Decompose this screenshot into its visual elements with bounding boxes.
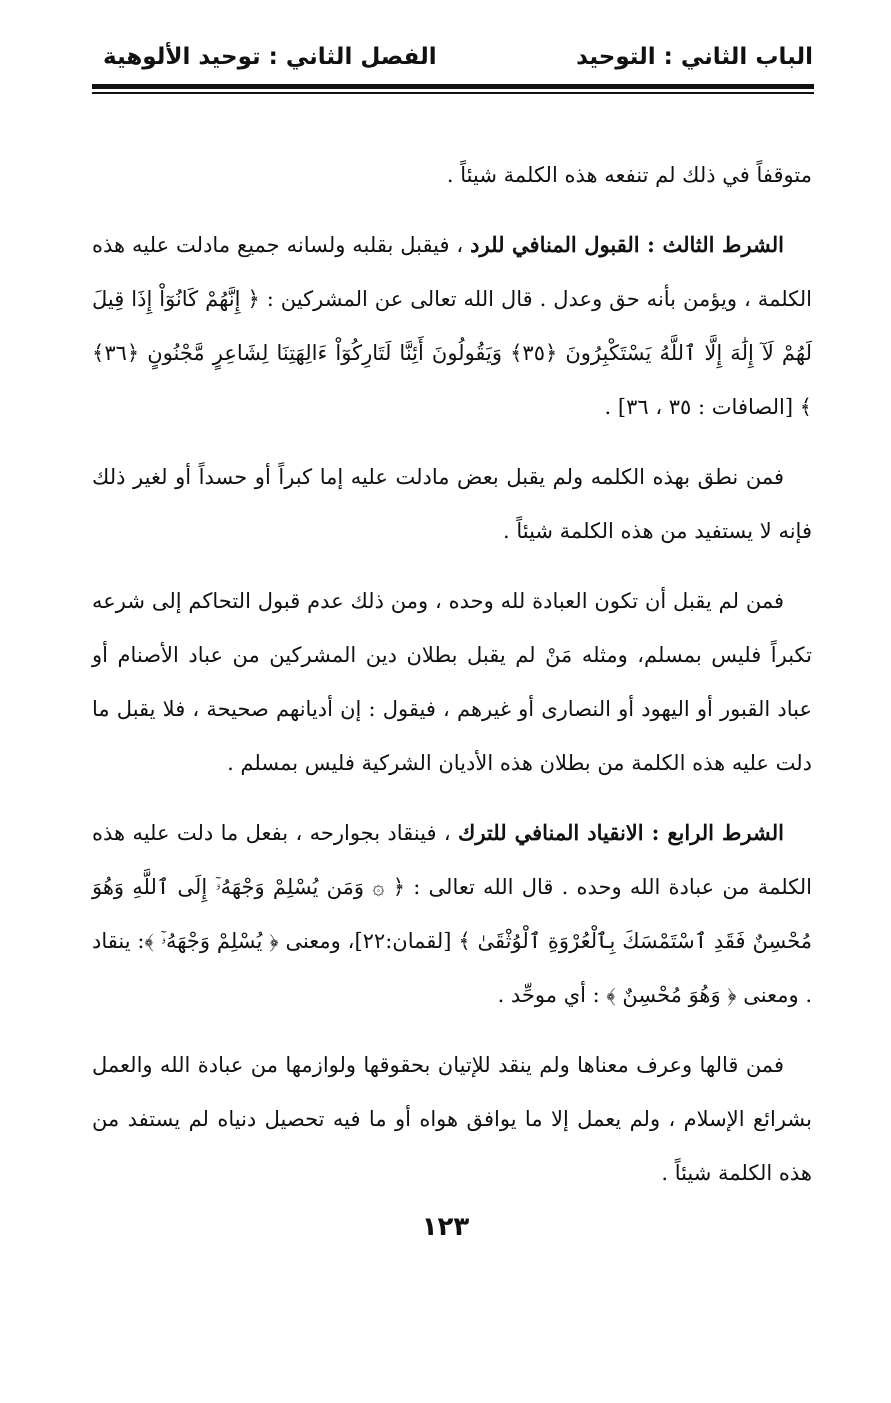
header-rule-thick xyxy=(92,84,814,89)
section-title: الفصل الثاني : توحيد الألوهية xyxy=(103,44,437,70)
condition-three-heading: الشرط الثالث : القبول المنافي للرد xyxy=(470,232,784,257)
body-text xyxy=(92,148,812,1216)
page-number: ١٢٣ xyxy=(421,1212,470,1242)
paragraph-2 xyxy=(92,218,812,434)
paragraph-text: فمن نطق بهذه الكلمه ولم يقبل بعض مادلت عليه إما كبراً أو حسداً أو لغير ذلك فإنه لا يستفيد من هذه الكلمة شيئاً . xyxy=(92,465,812,543)
paragraph-text: ، فيقبل بقلبه ولسانه جميع مادلت عليه هذه الكلمة ، ويؤمن بأنه حق وعدل . قال الله تعالى عن المشركين : ﴿ إِنَّهُمْ كَانُوٓاْ إِذَا قِيلَ لَهُمْ لَآ إِلَٰهَ إِلَّا ٱللَّهُ يَسْتَكْبِرُونَ ﴿٣٥﴾ وَيَقُولُونَ أَئِنَّا لَتَارِكُوٓاْ ءَالِهَتِنَا لِشَاعِرٍ مَّجْنُونٍ ﴿٣٦﴾ ﴾ [الصافات : ٣٥ ، ٣٦] . xyxy=(92,233,812,419)
paragraph-text: متوقفاً في ذلك لم تنفعه هذه الكلمة شيئاً . xyxy=(446,163,812,187)
paragraph-6 xyxy=(92,1038,812,1200)
running-header xyxy=(95,38,813,78)
paragraph-1 xyxy=(92,148,812,202)
paragraph-3 xyxy=(92,450,812,558)
header-rule-thin xyxy=(92,92,814,94)
paragraph-text: ، فينقاد بجوارحه ، بفعل ما دلت عليه هذه الكلمة من عبادة الله وحده . قال الله تعالى : ﴿ ۞ وَمَن يُسْلِمْ وَجْهَهُۥٓ إِلَى ٱللَّهِ وَهُوَ مُحْسِنٌ فَقَدِ ٱسْتَمْسَكَ بِٱلْعُرْوَةِ ٱلْوُثْقَىٰ ﴾ [لقمان:٢٢]، ومعنى ﴿ يُسْلِمْ وَجْهَهُۥٓ ﴾: ينقاد . ومعنى ﴿ وَهُوَ مُحْسِنٌ ﴾ : أي موحِّد . xyxy=(92,821,812,1007)
condition-four-heading: الشرط الرابع : الانقياد المنافي للترك xyxy=(458,820,784,845)
paragraph-text: فمن قالها وعرف معناها ولم ينقد للإتيان بحقوقها ولوازمها من عبادة الله والعمل بشرائع الإسلام ، ولم يعمل إلا ما يوافق هواه أو ما فيه تحصيل دنياه لم يستفد من هذه الكلمة شيئاً . xyxy=(92,1053,812,1185)
paragraph-5 xyxy=(92,806,812,1022)
paragraph-4 xyxy=(92,574,812,790)
paragraph-text: فمن لم يقبل أن تكون العبادة لله وحده ، ومن ذلك عدم قبول التحاكم إلى شرعه تكبراً فليس بمسلم، ومثله مَنْ لم يقبل بطلان دين المشركين من عباد الأصنام أو عباد القبور أو اليهود أو النصارى أو غيرهم ، فيقول : إن أديانهم صحيحة ، فلا يقبل ما دلت عليه هذه الكلمة من بطلان هذه الأديان الشركية فليس بمسلم . xyxy=(92,589,812,775)
chapter-title: الباب الثاني : التوحيد xyxy=(576,44,813,70)
